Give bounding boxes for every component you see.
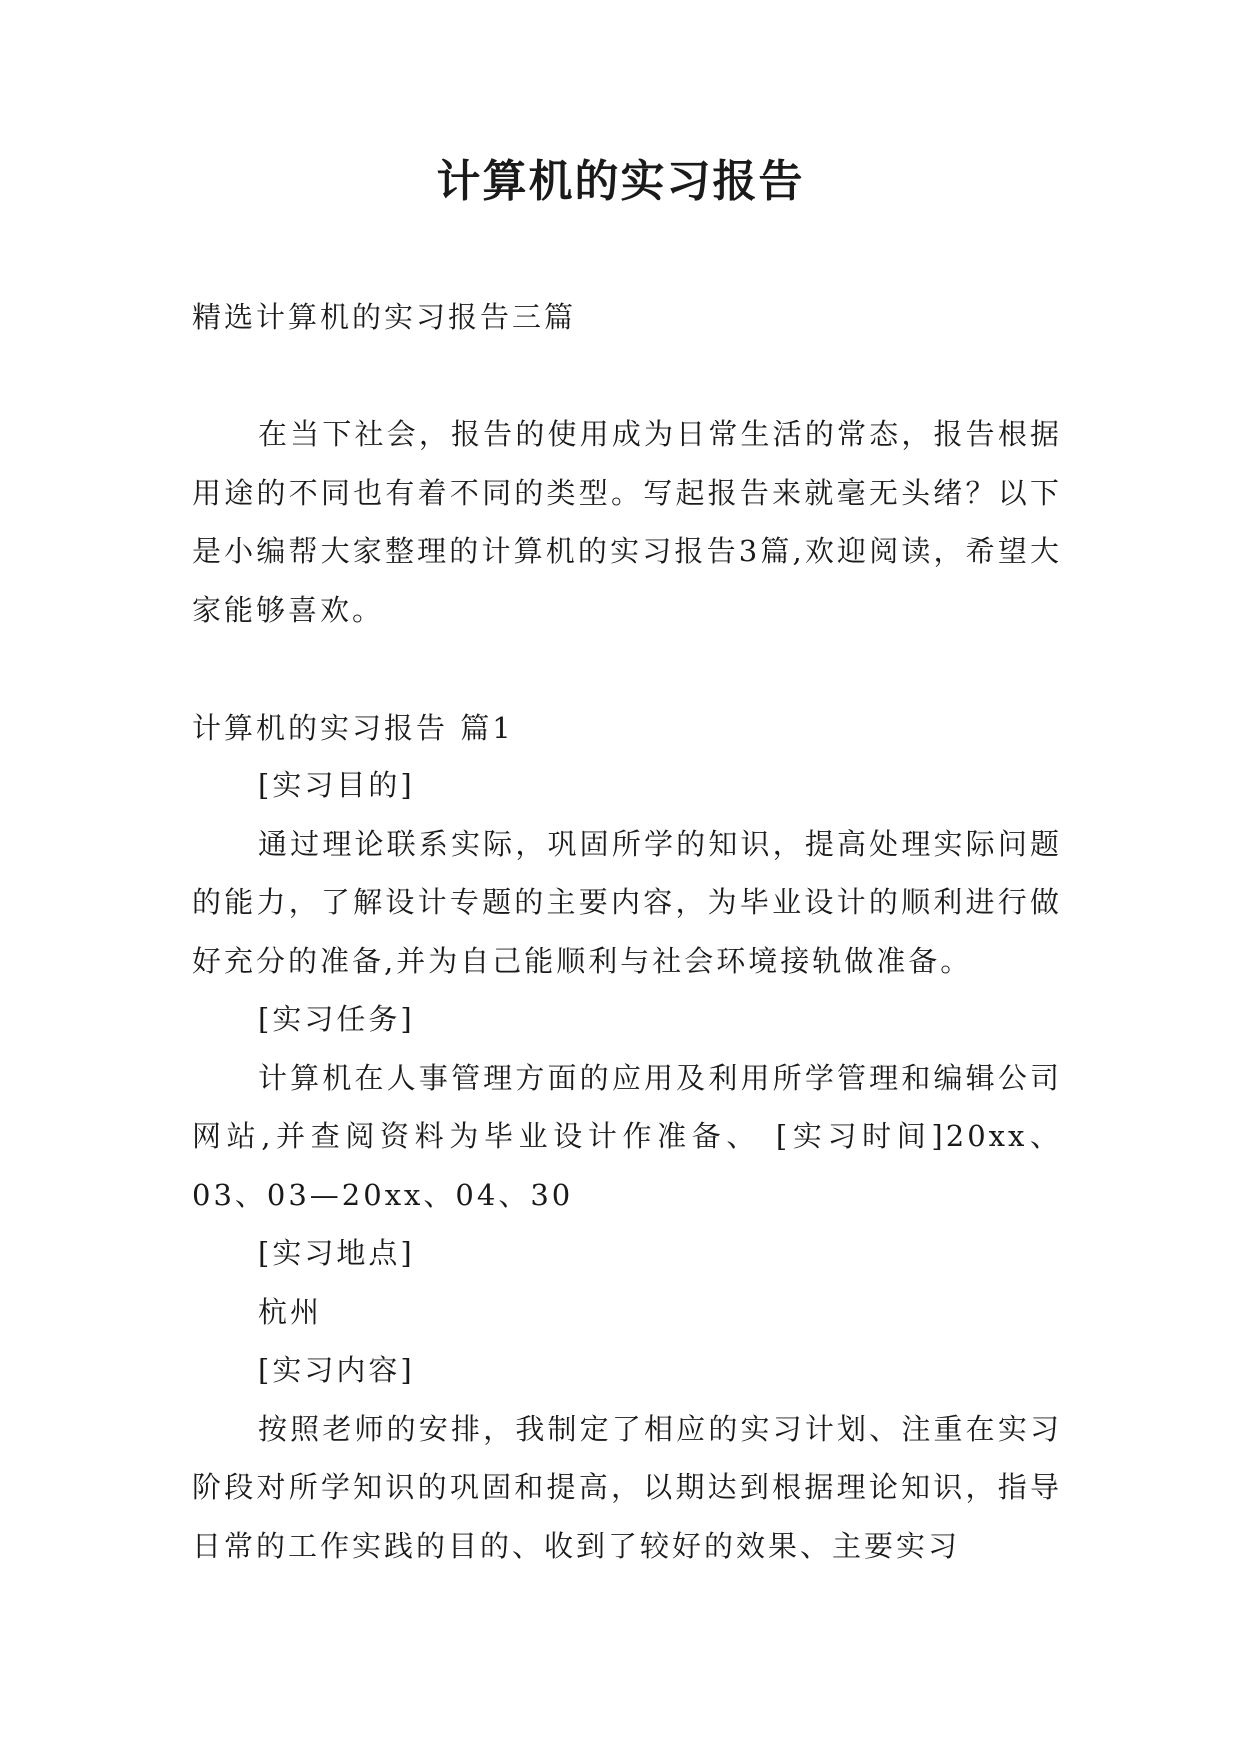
content-paragraph: 按照老师的安排，我制定了相应的实习计划、注重在实习阶段对所学知识的巩固和提高，以期达到根据理论知识，指导日常的工作实践的目的、收到了较好的效果、主要实习 <box>192 1411 1062 1563</box>
section-heading: 计算机的实习报告 篇1 <box>192 711 514 745</box>
task-label: [实习任务] <box>258 1002 415 1036</box>
task-paragraph: 计算机在人事管理方面的应用及利用所学管理和编辑公司网站,并查阅资料为毕业设计作准备、 [实习时间]20xx、03、03—20xx、04、30 <box>192 1060 1062 1212</box>
document-title: 计算机的实习报告 <box>436 156 805 207</box>
purpose-label: [实习目的] <box>258 768 415 802</box>
location-text: 杭州 <box>258 1294 323 1329</box>
document-subtitle: 精选计算机的实习报告三篇 <box>192 300 577 334</box>
location-label: [实习地点] <box>258 1236 415 1270</box>
section-body <box>192 756 1062 1575</box>
intro-paragraph: 在当下社会，报告的使用成为日常生活的常态，报告根据用途的不同也有着不同的类型。写起报告来就毫无头绪？以下是小编帮大家整理的计算机的实习报告3篇,欢迎阅读，希望大家能够喜欢。 <box>192 417 1062 627</box>
purpose-paragraph: 通过理论联系实际，巩固所学的知识，提高处理实际问题的能力，了解设计专题的主要内容，为毕业设计的顺利进行做好充分的准备,并为自己能顺利与社会环境接轨做准备。 <box>192 826 1062 978</box>
content-label: [实习内容] <box>258 1353 415 1387</box>
